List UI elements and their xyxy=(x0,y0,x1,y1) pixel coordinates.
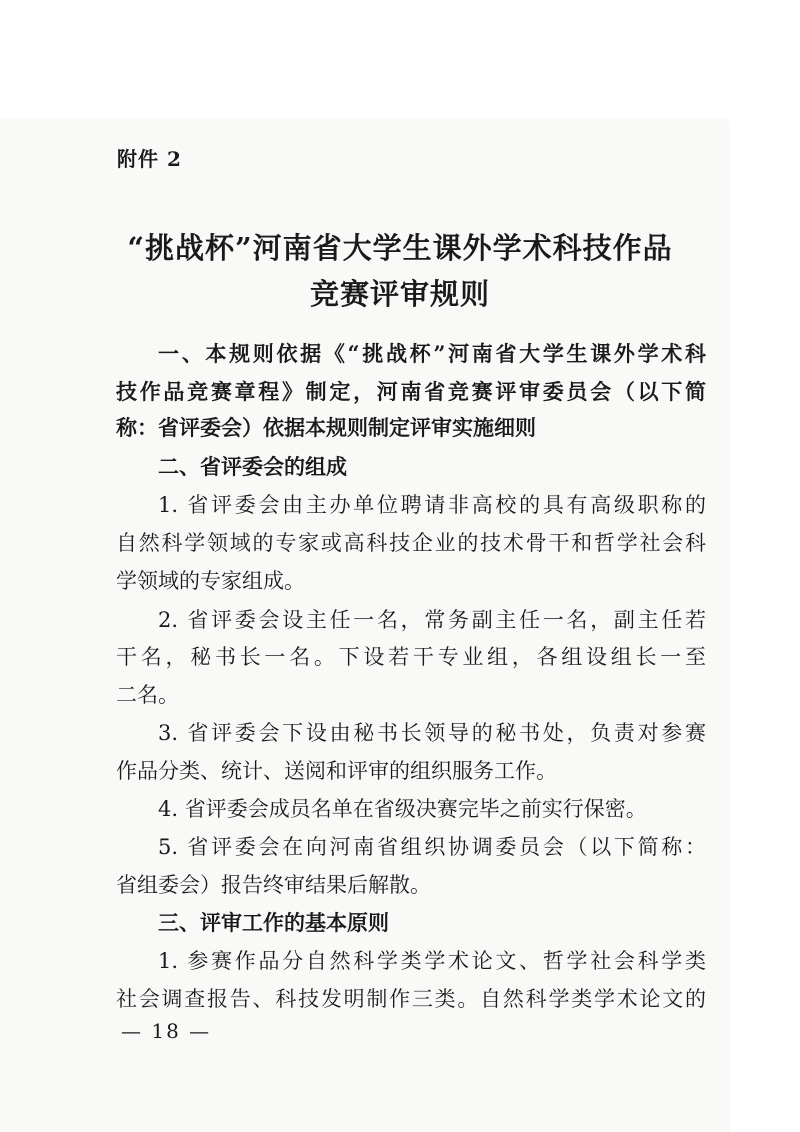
page-number: — 18 — xyxy=(121,1019,212,1043)
document-title-line-2: 竞赛评审规则 xyxy=(309,277,490,311)
para-5-line-2: 省组委会）报告终审结果后解散。 xyxy=(116,873,431,897)
para-6-line-2: 社会调查报告、科技发明制作三类。自然科学类学术论文的 xyxy=(116,987,706,1011)
section-1-line-3: 称：省评委会）依据本规则制定评审实施细则 xyxy=(116,415,536,440)
para-2-line-2: 干名，秘书长一名。下设若干专业组，各组设组长一至 xyxy=(116,645,706,669)
document-title-line-1: “挑战杯”河南省大学生课外学术科技作品 xyxy=(127,231,673,265)
para-6-line-1: 1. 参赛作品分自然科学类学术论文、哲学社会科学类 xyxy=(158,949,706,973)
para-2-line-1: 2. 省评委会设主任一名，常务副主任一名，副主任若 xyxy=(158,608,706,632)
para-1-line-1: 1. 省评委会由主办单位聘请非高校的具有高级职称的 xyxy=(158,493,706,517)
para-3-line-2: 作品分类、统计、送阅和评审的组织服务工作。 xyxy=(116,759,557,783)
para-5-line-1: 5. 省评委会在向河南省组织协调委员会（以下简称： xyxy=(158,835,706,859)
para-1-line-3: 学领域的专家组成。 xyxy=(116,569,305,593)
para-2-line-3: 二名。 xyxy=(116,683,179,707)
attachment-label: 附件 2 xyxy=(117,147,182,171)
section-3-heading: 三、评审工作的基本原则 xyxy=(158,910,389,935)
section-1-line-1: 一、本规则依据《“挑战杯”河南省大学生课外学术科 xyxy=(158,341,706,366)
para-3-line-1: 3. 省评委会下设由秘书长领导的秘书处，负责对参赛 xyxy=(158,721,706,745)
section-1-line-2: 技作品竞赛章程》制定，河南省竞赛评审委员会（以下简 xyxy=(116,379,706,404)
para-1-line-2: 自然科学领域的专家或高科技企业的技术骨干和哲学社会科 xyxy=(116,531,706,555)
section-2-heading: 二、省评委会的组成 xyxy=(158,454,347,479)
para-4-line-1: 4. 省评委会成员名单在省级决赛完毕之前实行保密。 xyxy=(158,797,647,821)
